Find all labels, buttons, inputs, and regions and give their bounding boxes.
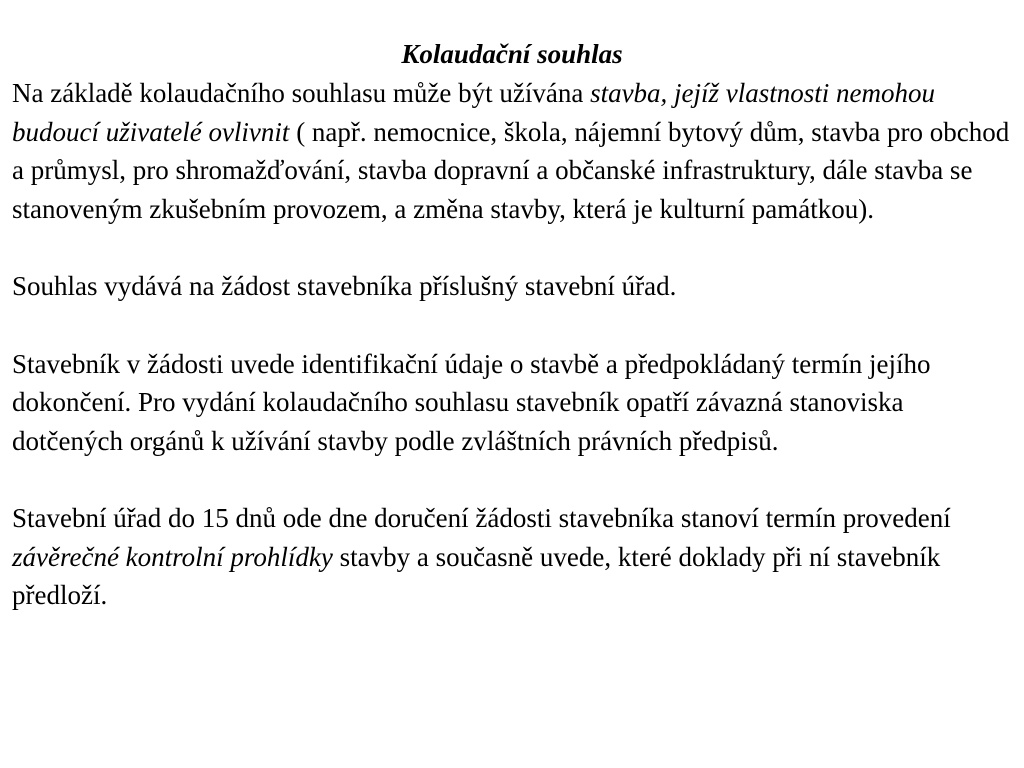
text-segment: stavby a současně uvede, které doklady při ní stavebník předloží. (12, 541, 941, 610)
italic-segment: stavba, jejíž vlastnosti nemohou budoucí uživatelé ovlivnit (12, 78, 936, 147)
paragraph-gap (12, 306, 1012, 345)
paragraph-gap (12, 460, 1012, 499)
paragraph-gap (12, 228, 1012, 267)
paragraph-usage (12, 74, 1012, 228)
text-segment: ( např. nemocnice, škola, nájemní bytový dům, stavba pro obchod a průmysl, pro shromažďování, stavba dopravní a občanské infrastruktury, dále stavba se stanoveným zkušebním provozem, a změna stavby, která je kulturní památkou). (12, 116, 1010, 224)
slide-title: Kolaudační souhlas (401, 39, 623, 69)
text-segment: Na základě kolaudačního souhlasu může být užívána (12, 78, 591, 108)
paragraph-application (12, 345, 1012, 461)
text-segment: Souhlas vydává na žádost stavebníka příslušný stavební úřad. (12, 271, 677, 301)
paragraph-inspection (12, 499, 1012, 615)
italic-segment: závěrečné kontrolní prohlídky (12, 541, 333, 572)
text-segment: Stavební úřad do 15 dnů ode dne doručení žádosti stavebníka stanoví termín provedení (12, 503, 951, 533)
text-segment: Stavebník v žádosti uvede identifikační údaje o stavbě a předpokládaný termín jejího dokončení. Pro vydání kolaudačního souhlasu stavebník opatří závazná stanoviska dotčených orgánů k užívání stavby podle zvláštních právních předpisů. (12, 348, 931, 456)
slide-content (12, 34, 1012, 615)
paragraph-issuer (12, 267, 1012, 306)
